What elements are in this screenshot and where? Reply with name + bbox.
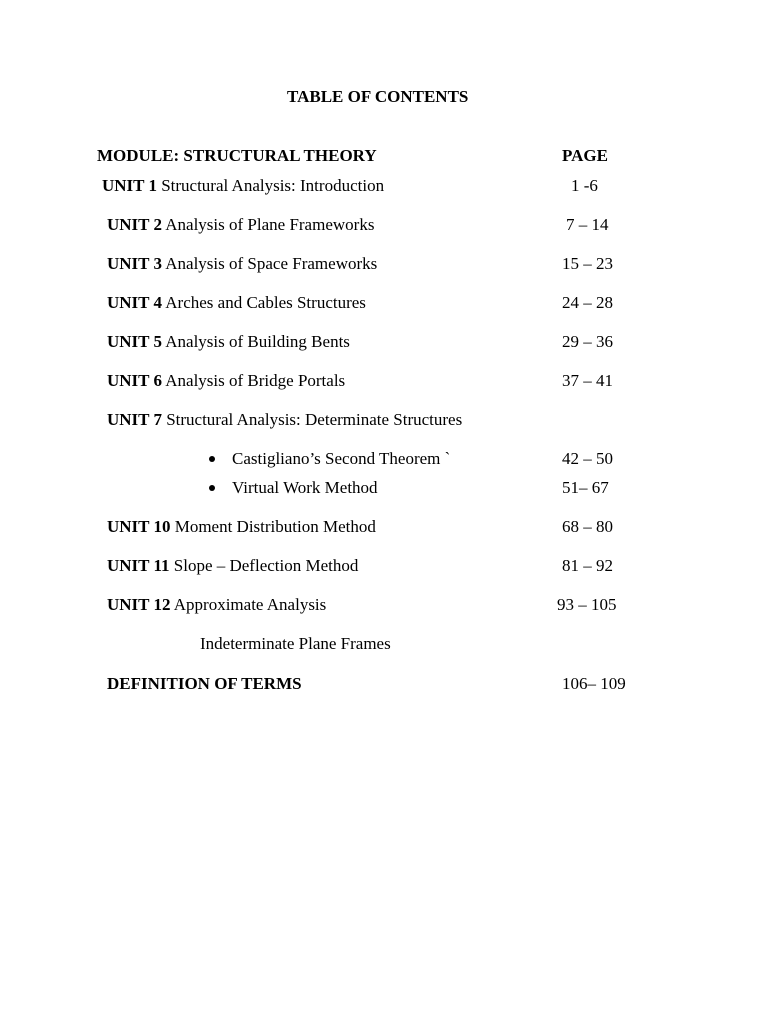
toc-entry <box>107 595 326 615</box>
unit-title: Analysis of Space Frameworks <box>165 254 378 273</box>
toc-entry <box>107 332 350 352</box>
page-range: 68 – 80 <box>562 517 613 536</box>
toc-entry <box>107 371 345 391</box>
unit-title: Slope – Deflection Method <box>173 556 359 575</box>
toc-entry <box>107 410 462 430</box>
unit-title: Arches and Cables Structures <box>165 293 366 312</box>
page-range: 37 – 41 <box>562 371 613 390</box>
unit-label: UNIT 3 <box>107 254 162 273</box>
unit-label: UNIT 12 <box>107 595 171 614</box>
unit-label: UNIT 5 <box>107 332 162 351</box>
page-range: 81 – 92 <box>562 556 613 575</box>
unit-label: UNIT 11 <box>107 556 170 575</box>
module-heading: MODULE: STRUCTURAL THEORY <box>97 146 377 165</box>
subitem-title: Castigliano’s Second Theorem ` <box>232 449 451 468</box>
unit-title: Analysis of Bridge Portals <box>165 371 346 390</box>
page-range: 93 – 105 <box>557 595 617 614</box>
page-range: 1 -6 <box>571 176 598 195</box>
toc-entry <box>107 517 376 537</box>
unit-title: Analysis of Building Bents <box>165 332 350 351</box>
unit-label: UNIT 2 <box>107 215 162 234</box>
bullet-icon <box>209 456 215 462</box>
unit-label: UNIT 1 <box>102 176 157 195</box>
toc-entry <box>107 254 377 274</box>
unit-title: Analysis of Plane Frameworks <box>165 215 375 234</box>
page-range: 7 – 14 <box>566 215 609 234</box>
page-range: 24 – 28 <box>562 293 613 312</box>
page-column-heading: PAGE <box>562 146 608 165</box>
bullet-icon <box>209 485 215 491</box>
unit-label: UNIT 10 <box>107 517 171 536</box>
toc-entry <box>102 176 384 196</box>
page-range: 42 – 50 <box>562 449 613 468</box>
unit-title: Approximate Analysis <box>173 595 327 614</box>
unit-label: UNIT 7 <box>107 410 162 429</box>
unit-title-continuation: Indeterminate Plane Frames <box>200 634 391 653</box>
unit-title: Structural Analysis: Introduction <box>161 176 385 195</box>
page-range: 15 – 23 <box>562 254 613 273</box>
toc-entry <box>107 293 366 313</box>
subitem-title: Virtual Work Method <box>232 478 378 497</box>
page-range: 29 – 36 <box>562 332 613 351</box>
toc-entry <box>107 215 374 235</box>
toc-entry <box>107 556 358 576</box>
page-title: TABLE OF CONTENTS <box>287 87 469 106</box>
page-range: 106– 109 <box>562 674 626 693</box>
unit-label: UNIT 4 <box>107 293 162 312</box>
page-range: 51– 67 <box>562 478 609 497</box>
unit-title: Moment Distribution Method <box>174 517 376 536</box>
unit-label: UNIT 6 <box>107 371 162 390</box>
unit-title: Structural Analysis: Determinate Structures <box>166 410 463 429</box>
definitions-heading: DEFINITION OF TERMS <box>107 674 302 693</box>
